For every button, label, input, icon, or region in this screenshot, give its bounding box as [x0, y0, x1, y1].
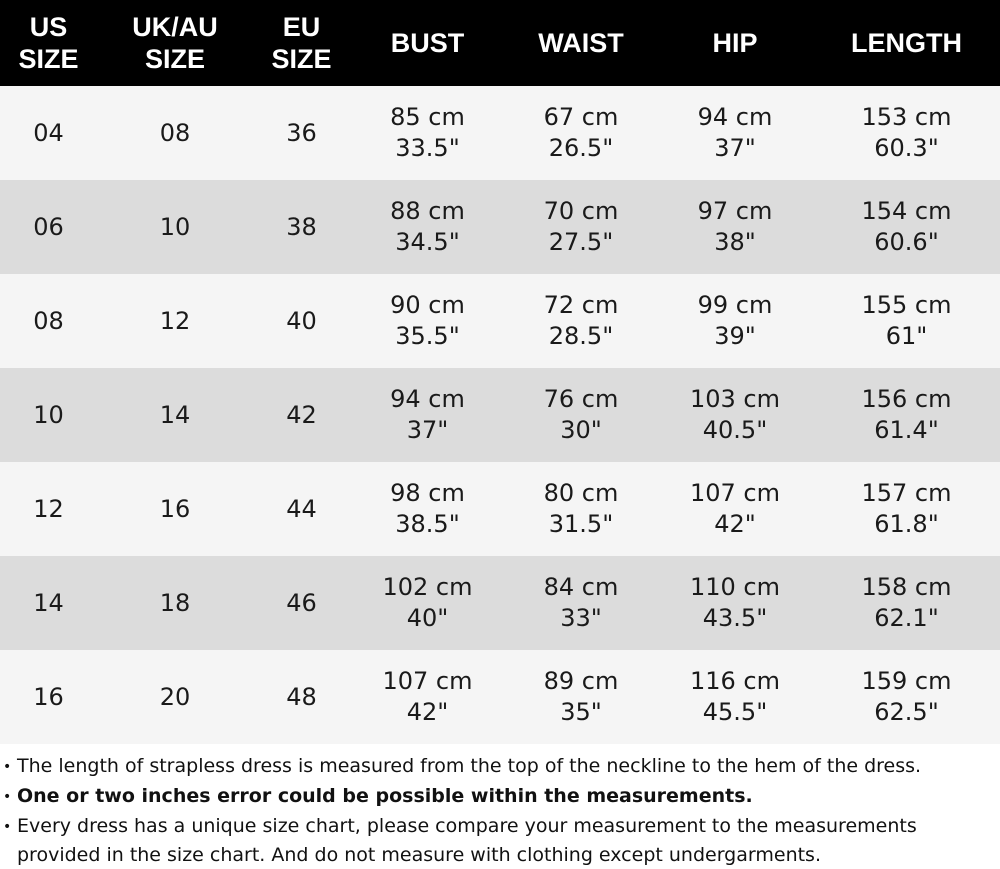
waist-cell [505, 478, 657, 540]
us-size-cell [0, 400, 97, 431]
us-value: 04 [33, 118, 64, 147]
hip-in-value: 37" [714, 134, 756, 162]
us-size-cell [0, 682, 97, 713]
bust-cm-value: 102 cm [382, 573, 473, 601]
hip-cell [657, 196, 813, 258]
waist-cm-value: 70 cm [543, 197, 619, 225]
eu-value: 48 [286, 682, 317, 711]
waist-cm-value: 67 cm [543, 103, 619, 131]
eu-size-cell [253, 400, 350, 431]
length-in-value: 60.6" [874, 228, 939, 256]
eu-value: 44 [286, 494, 317, 523]
length-in-value: 62.5" [874, 698, 939, 726]
bust-in-value: 38.5" [395, 510, 460, 538]
waist-in-value: 27.5" [548, 228, 614, 256]
bust-in-value: 34.5" [395, 228, 460, 256]
eu-value: 38 [286, 212, 317, 241]
uk-value: 10 [159, 212, 191, 241]
note-unique-size-chart [3, 812, 1000, 869]
hip-cell [657, 384, 813, 446]
uk-value: 12 [159, 306, 191, 335]
hip-in-value: 42" [714, 510, 756, 538]
bust-cm-value: 88 cm [390, 197, 465, 225]
us-size-cell [0, 118, 97, 149]
header-waist: WAIST [538, 28, 624, 58]
us-value: 16 [33, 682, 64, 711]
length-cm-value: 157 cm [861, 479, 952, 507]
length-cm-value: 156 cm [861, 385, 952, 413]
table-row [0, 462, 1000, 556]
bullet-icon: • [3, 759, 12, 775]
hip-cell [657, 290, 813, 352]
table-row [0, 86, 1000, 180]
waist-cell [505, 384, 657, 446]
waist-in-value: 28.5" [548, 322, 614, 350]
hip-cell [657, 478, 813, 540]
waist-in-value: 30" [560, 416, 602, 444]
waist-cell [505, 290, 657, 352]
eu-size-cell [253, 588, 350, 619]
eu-size-cell [253, 306, 350, 337]
notes [0, 744, 1000, 869]
length-cell [813, 572, 1000, 634]
note-measuring-length [3, 752, 1000, 782]
bullet-icon: • [3, 819, 12, 835]
bust-cell [350, 478, 505, 540]
eu-value: 42 [286, 400, 317, 429]
header-uk-au-size: UK/AU SIZE [132, 12, 218, 74]
table-body [0, 86, 1000, 744]
length-cm-value: 155 cm [861, 291, 952, 319]
length-cm-value: 159 cm [861, 667, 952, 695]
us-value: 08 [33, 306, 64, 335]
bust-in-value: 40" [406, 604, 449, 632]
waist-in-value: 33" [560, 604, 602, 632]
length-cm-value: 154 cm [861, 197, 952, 225]
waist-cell [505, 572, 657, 634]
bust-cell [350, 290, 505, 352]
waist-cm-value: 72 cm [543, 291, 619, 319]
us-value: 14 [33, 588, 64, 617]
hip-in-value: 38" [714, 228, 756, 256]
hip-cm-value: 94 cm [697, 103, 773, 131]
bust-cm-value: 94 cm [390, 385, 465, 413]
us-value: 06 [33, 212, 64, 241]
uk-value: 16 [159, 494, 191, 523]
length-in-value: 61.4" [874, 416, 939, 444]
hip-in-value: 39" [714, 322, 756, 350]
length-in-value: 61" [885, 322, 928, 350]
us-value: 10 [33, 400, 64, 429]
length-cm-value: 153 cm [861, 103, 952, 131]
us-size-cell [0, 588, 97, 619]
length-cell [813, 102, 1000, 164]
bullet-icon: • [3, 789, 12, 805]
bust-in-value: 35.5" [395, 322, 460, 350]
uk-au-size-cell [97, 588, 253, 619]
hip-cm-value: 97 cm [697, 197, 773, 225]
eu-value: 46 [286, 588, 317, 617]
eu-value: 36 [286, 118, 317, 147]
bust-cell [350, 384, 505, 446]
hip-cell [657, 572, 813, 634]
bust-in-value: 42" [406, 698, 449, 726]
bust-cm-value: 90 cm [390, 291, 465, 319]
hip-cell [657, 666, 813, 728]
length-cm-value: 158 cm [861, 573, 952, 601]
uk-value: 08 [159, 118, 191, 147]
us-size-cell [0, 306, 97, 337]
bust-in-value: 33.5" [395, 134, 460, 162]
uk-value: 14 [159, 400, 191, 429]
eu-size-cell [253, 682, 350, 713]
waist-cm-value: 80 cm [543, 479, 619, 507]
waist-cell [505, 102, 657, 164]
length-cell [813, 290, 1000, 352]
hip-in-value: 43.5" [702, 604, 768, 632]
waist-cell [505, 196, 657, 258]
hip-cm-value: 103 cm [689, 385, 780, 413]
bust-cm-value: 98 cm [390, 479, 465, 507]
uk-au-size-cell [97, 400, 253, 431]
uk-au-size-cell [97, 682, 253, 713]
table-row [0, 650, 1000, 744]
note-text: Every dress has a unique size chart, please compare your measurement to the measurements provided in the size chart. And do not measure with clothing except undergarments. [17, 815, 917, 866]
waist-in-value: 31.5" [548, 510, 614, 538]
header-eu-size: EU SIZE [271, 12, 332, 74]
waist-cell [505, 666, 657, 728]
hip-in-value: 40.5" [702, 416, 768, 444]
waist-cm-value: 76 cm [543, 385, 619, 413]
length-cell [813, 196, 1000, 258]
note-error-margin [3, 782, 1000, 812]
hip-cm-value: 99 cm [697, 291, 773, 319]
uk-value: 18 [159, 588, 191, 617]
length-in-value: 60.3" [874, 134, 939, 162]
uk-au-size-cell [97, 118, 253, 149]
table-row [0, 180, 1000, 274]
us-size-cell [0, 494, 97, 525]
bust-cm-value: 107 cm [382, 667, 473, 695]
length-cell [813, 384, 1000, 446]
header-bust: BUST [390, 28, 465, 58]
eu-value: 40 [286, 306, 317, 335]
waist-cm-value: 89 cm [543, 667, 619, 695]
waist-in-value: 35" [560, 698, 602, 726]
bust-cell [350, 666, 505, 728]
uk-au-size-cell [97, 212, 253, 243]
note-text: One or two inches error could be possible within the measurements. [17, 785, 753, 807]
header-row [0, 0, 1000, 86]
header-us-size: US SIZE [18, 12, 79, 74]
note-text: The length of strapless dress is measured from the top of the neckline to the hem of the dress. [17, 755, 922, 777]
us-size-cell [0, 212, 97, 243]
length-cell [813, 666, 1000, 728]
bust-cell [350, 572, 505, 634]
hip-cm-value: 116 cm [689, 667, 780, 695]
eu-size-cell [253, 494, 350, 525]
hip-cell [657, 102, 813, 164]
header-length: LENGTH [851, 28, 962, 58]
table-row [0, 556, 1000, 650]
length-cell [813, 478, 1000, 540]
waist-in-value: 26.5" [548, 134, 614, 162]
waist-cm-value: 84 cm [543, 573, 619, 601]
bust-cell [350, 196, 505, 258]
bust-cell [350, 102, 505, 164]
length-in-value: 61.8" [874, 510, 939, 538]
bust-cm-value: 85 cm [390, 103, 465, 131]
hip-in-value: 45.5" [702, 698, 768, 726]
us-value: 12 [33, 494, 64, 523]
uk-au-size-cell [97, 306, 253, 337]
eu-size-cell [253, 118, 350, 149]
bust-in-value: 37" [406, 416, 449, 444]
hip-cm-value: 110 cm [689, 573, 780, 601]
length-in-value: 62.1" [874, 604, 939, 632]
hip-cm-value: 107 cm [689, 479, 780, 507]
eu-size-cell [253, 212, 350, 243]
table-row [0, 274, 1000, 368]
table-row [0, 368, 1000, 462]
uk-au-size-cell [97, 494, 253, 525]
header-hip: HIP [712, 28, 758, 58]
uk-value: 20 [159, 682, 191, 711]
